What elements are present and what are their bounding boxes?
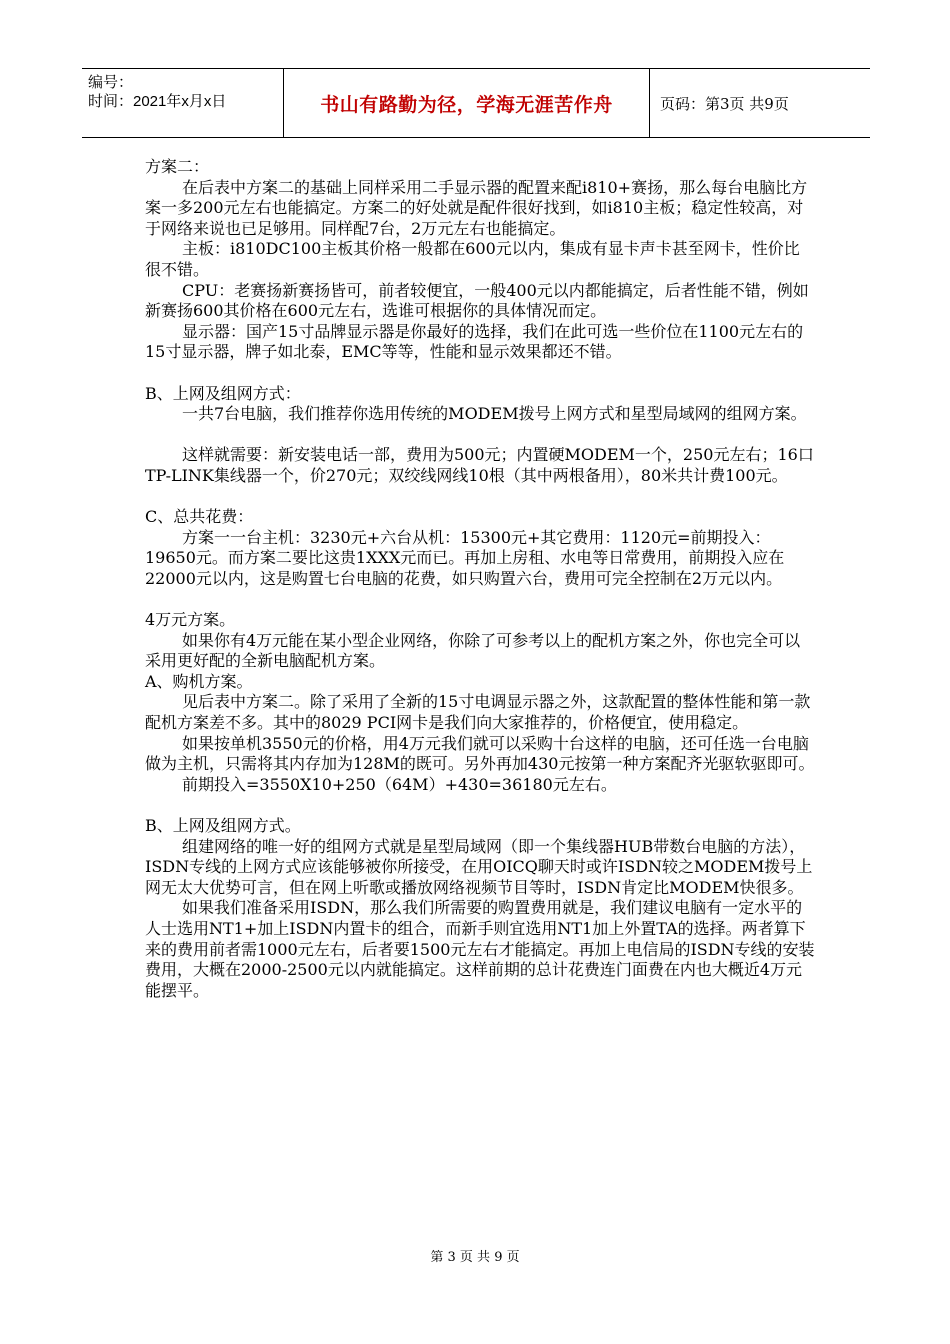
paragraph-spacer (145, 795, 815, 816)
body-paragraph: 一共7台电脑，我们推荐你选用传统的MODEM拨号上网方式和星型局域网的组网方案。 (182, 404, 807, 424)
body-paragraph: 这样就需要：新安装电话一部，费用为500元；内置硬MODEM一个，250元左右；16口TP-LINK集线器一个，价270元；双绞线网线10根（其中两根备用），80米共计费100元。 (145, 445, 814, 485)
body-paragraph: C、总共花费： (145, 507, 254, 527)
body-paragraph: 如果你有4万元能在某小型企业网络，你除了可参考以上的配机方案之外，你也完全可以采用更好配的全新电脑配机方案。 (145, 630, 801, 671)
body-paragraph: 方案二： (145, 157, 210, 176)
paragraph-spacer (145, 363, 815, 384)
body-paragraph: 如果按单机3550元的价格，用4万元我们就可以采购十台这样的电脑，还可任选一台电脑做为主机，只需将其内存加为128M的既可。另外再加430元按第一种方案配齐光驱软驱即可。 (145, 733, 815, 774)
paragraph-spacer (145, 487, 815, 508)
body-paragraph: 主板：i810DC100主板其价格一般都在600元以内，集成有显卡声卡甚至网卡，性价比很不错。 (145, 239, 800, 279)
body-paragraph: 4万元方案。 (145, 610, 236, 630)
header-time-label: 时间：2021年x月x日 (88, 93, 227, 110)
paragraph-spacer (145, 589, 815, 610)
page-footer: 第 3 页 共 9 页 (430, 1250, 520, 1265)
body-paragraph: CPU：老赛扬新赛扬皆可，前者较便宜，一般400元以内都能搞定，后者性能不错，例如新赛扬600其价格在600元左右，选谁可根据你的具体情况而定。 (145, 280, 809, 321)
body-paragraph: 如果我们准备采用ISDN，那么我们所需要的购置费用就是，我们建议电脑有一定水平的人士选用NT1+加上ISDN内置卡的组合，而新手则宜选用NT1加上外置TA的选择。两者算下来的费用前者需1000元左右，后者要1500元左右才能搞定。再加上电信局的ISDN专线的安装费用，大概在2000-2500元以内就能搞定。这样前期的总计花费连门面费在内也大概近4万元能摆平。 (145, 898, 815, 1000)
body-paragraph: B、上网及组网方式。 (145, 816, 301, 835)
header-id-label: 编号： (88, 74, 134, 91)
body-paragraph: 组建网络的唯一好的组网方式就是星型局域网（即一个集线器HUB带数台电脑的方法），ISDN专线的上网方式应该能够被你所接受，在用OICQ聊天时或许ISDN较之MODEM拨号上网无太大优势可言，但在网上听歌或播放网络视频节目等时，ISDN肯定比MODEM快很多。 (145, 836, 813, 897)
body-paragraph: 显示器：国产15寸品牌显示器是你最好的选择，我们在此可选一些价位在1100元左右的15寸显示器，牌子如北泰，EMC等等，性能和显示效果都还不错。 (145, 321, 804, 362)
document-body (145, 157, 815, 1001)
paragraph-spacer (145, 425, 815, 446)
body-paragraph: A、购机方案。 (145, 671, 253, 691)
body-paragraph: B、上网及组网方式： (145, 383, 301, 403)
body-paragraph: 方案一一台主机：3230元+六台从机：15300元+其它费用：1120元=前期投入：19650元。而方案二要比这贵1XXX元而已。再加上房租、水电等日常费用，前期投入应在22000元以内，这是购置七台电脑的花费，如只购置六台，费用可完全控制在2万元以内。 (145, 527, 785, 588)
body-paragraph: 前期投入=3550X10+250（64M）+430=36180元左右。 (182, 774, 617, 794)
header-meta (88, 73, 283, 111)
page-header-table (82, 68, 870, 138)
header-divider (649, 69, 650, 137)
header-page-info: 页码：第3页 共9页 (660, 94, 789, 113)
body-paragraph: 在后表中方案二的基础上同样采用二手显示器的配置来配i810+赛扬，那么每台电脑比方案一多200元左右也能搞定。方案二的好处就是配件很好找到，如i810主板；稳定性较高，对于网络来说也已足够用。同样配7台，2万元左右也能搞定。 (145, 177, 808, 238)
header-motto: 书山有路勤为径，学海无涯苦作舟 (320, 93, 613, 116)
body-paragraph: 见后表中方案二。除了采用了全新的15寸电调显示器之外，这款配置的整体性能和第一款配机方案差不多。其中的8029 PCI网卡是我们向大家推荐的，价格便宜，使用稳定。 (145, 692, 811, 733)
